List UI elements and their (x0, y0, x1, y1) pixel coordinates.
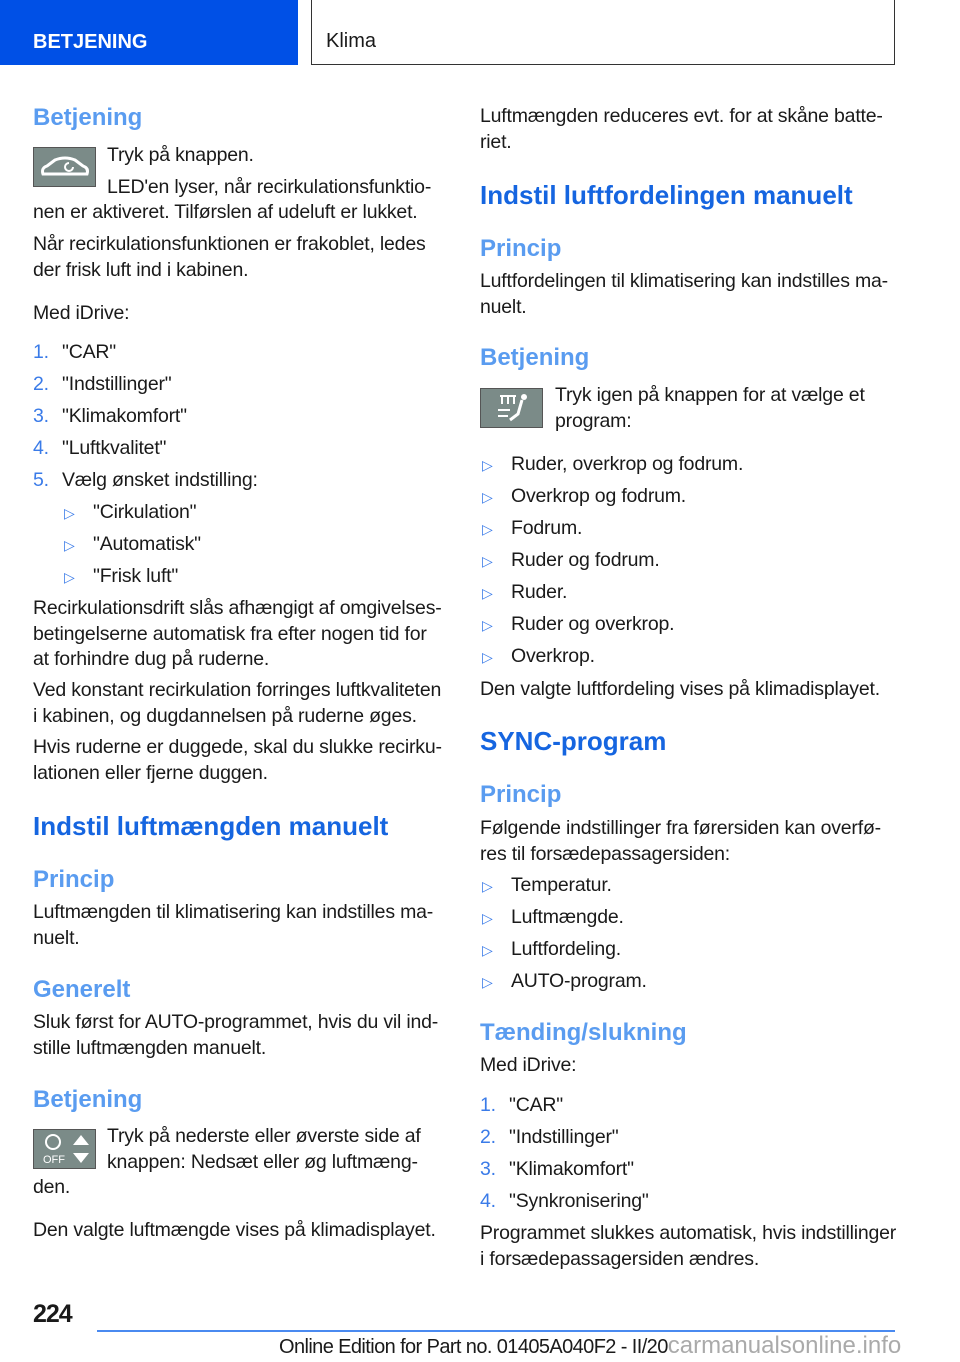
text: Den valgte luftfordeling vises på klimadisplayet. (480, 678, 880, 700)
step-text: "Indstillinger" (509, 1126, 619, 1148)
heading-betjening: Betjening (33, 104, 143, 131)
step-number: 1. (33, 341, 49, 363)
option-text: "Cirkulation" (93, 501, 197, 523)
text: Ved konstant recirkulation forringes luftkvaliteten i kabinen, og dugdannelsen på ruderne øges. (33, 679, 442, 727)
list-item (480, 452, 910, 479)
list-item (480, 548, 910, 575)
step-number: 5. (33, 469, 49, 491)
list-item (480, 612, 910, 639)
triangle-bullet-icon: ▷ (482, 649, 493, 665)
heading-betjening: Betjening (480, 344, 590, 371)
triangle-bullet-icon: ▷ (64, 569, 75, 585)
text: Tryk igen på knappen for at vælge et program: (555, 384, 865, 432)
list-item (62, 532, 201, 559)
step-text: Vælg ønsket indstilling: (62, 469, 258, 491)
list-item (480, 1189, 910, 1215)
list-item (33, 468, 453, 494)
step-text: "CAR" (62, 341, 117, 363)
step-number: 4. (480, 1190, 496, 1212)
heading-luftfordeling: Indstil luftfordelingen manuelt (480, 180, 853, 210)
heading-princip: Princip (480, 781, 562, 808)
triangle-bullet-icon: ▷ (482, 942, 493, 958)
list-item (480, 484, 910, 511)
step-number: 3. (480, 1158, 496, 1180)
recirculation-button-icon (33, 147, 96, 187)
text: Den valgte luftmængde vises på klimadisplayet. (33, 1219, 436, 1241)
list-item (33, 340, 453, 366)
step-text: "CAR" (509, 1094, 564, 1116)
step-text: "Indstillinger" (62, 373, 172, 395)
step-text: "Klimakomfort" (62, 405, 187, 427)
list-item (480, 1093, 910, 1119)
text: Luftmængden reduceres evt. for at skåne batte- riet. (480, 105, 883, 153)
step-number: 4. (33, 437, 49, 459)
list-item (480, 937, 910, 964)
heading-generelt: Generelt (33, 976, 131, 1003)
watermark: carmanualsonline.info (667, 1332, 902, 1359)
text: Luftfordelingen til klimatisering kan indstilles ma- nuelt. (480, 270, 888, 318)
triangle-bullet-icon: ▷ (64, 505, 75, 521)
heading-princip: Princip (33, 866, 115, 893)
list-item (33, 404, 453, 430)
program-text: Fodrum. (511, 517, 583, 539)
fan-off-label: OFF (42, 1154, 65, 1166)
text: Med iDrive: (33, 302, 130, 324)
section-tab: BETJENING (0, 0, 298, 65)
program-text: Ruder. (511, 581, 568, 603)
air-distribution-button-icon (480, 388, 543, 428)
text: nen er aktiveret. Tilførslen af udeluft er lukket. (33, 201, 418, 223)
text: Tryk på knappen. (107, 144, 254, 166)
text: Programmet slukkes automatisk, hvis indstillinger i forsædepassagersiden ændres. (480, 1222, 897, 1270)
heading-luftmaengde: Indstil luftmængden manuelt (33, 811, 389, 841)
list-item (480, 905, 910, 932)
triangle-bullet-icon: ▷ (482, 878, 493, 894)
heading-taending: Tænding/slukning (480, 1019, 687, 1046)
triangle-bullet-icon: ▷ (482, 489, 493, 505)
triangle-bullet-icon: ▷ (482, 553, 493, 569)
step-text: "Luftkvalitet" (62, 437, 167, 459)
sync-item-text: Luftfordeling. (511, 938, 621, 960)
program-text: Ruder, overkrop og fodrum. (511, 453, 744, 475)
text: Tryk på nederste eller øverste side af knappen: Nedsæt eller øg luftmæng- (107, 1125, 421, 1173)
list-item (480, 1125, 910, 1151)
list-item (480, 873, 910, 900)
step-number: 2. (33, 373, 49, 395)
text: Når recirkulationsfunktionen er frakoblet, ledes der frisk luft ind i kabinen. (33, 233, 426, 281)
list-item (480, 1157, 910, 1183)
list-item (480, 969, 910, 996)
triangle-bullet-icon: ▷ (482, 617, 493, 633)
program-text: Overkrop. (511, 645, 595, 667)
step-text: "Klimakomfort" (509, 1158, 634, 1180)
list-item (62, 500, 196, 527)
sync-item-text: AUTO-program. (511, 970, 647, 992)
list-item (480, 644, 910, 671)
triangle-bullet-icon: ▷ (482, 521, 493, 537)
list-item (62, 564, 178, 591)
text: Med iDrive: (480, 1054, 577, 1076)
footer-edition (279, 1332, 901, 1360)
step-number: 2. (480, 1126, 496, 1148)
sync-item-text: Temperatur. (511, 874, 612, 896)
text: Sluk først for AUTO-programmet, hvis du vil ind- stille luftmængden manuelt. (33, 1011, 439, 1059)
text: Recirkulationsdrift slås afhængigt af omgivelses- betingelserne automatisk fra efter nogen tid for at forhindre dug på ruderne. (33, 597, 442, 670)
page-number: 224 (33, 1300, 72, 1328)
triangle-bullet-icon: ▷ (482, 585, 493, 601)
triangle-bullet-icon: ▷ (482, 910, 493, 926)
heading-princip: Princip (480, 235, 562, 262)
step-number: 3. (33, 405, 49, 427)
program-text: Ruder og fodrum. (511, 549, 660, 571)
list-item (33, 436, 453, 462)
fan-speed-button-icon (33, 1129, 96, 1169)
option-text: "Automatisk" (93, 533, 201, 555)
text: LED'en lyser, når recirkulationsfunktio- (107, 176, 432, 198)
program-text: Overkrop og fodrum. (511, 485, 687, 507)
step-text: "Synkronisering" (509, 1190, 649, 1212)
triangle-bullet-icon: ▷ (482, 974, 493, 990)
list-item (480, 516, 910, 543)
edition-text: Online Edition for Part no. 01405A040F2 - II/20 (279, 1336, 668, 1358)
text: den. (33, 1176, 71, 1198)
chapter-title: Klima (311, 0, 895, 65)
heading-betjening: Betjening (33, 1086, 143, 1113)
sync-item-text: Luftmængde. (511, 906, 624, 928)
option-text: "Frisk luft" (93, 565, 179, 587)
triangle-bullet-icon: ▷ (482, 457, 493, 473)
list-item (33, 372, 453, 398)
text: Hvis ruderne er duggede, skal du slukke recirku- lationen eller fjerne duggen. (33, 736, 442, 784)
list-item (480, 580, 910, 607)
heading-sync: SYNC-program (480, 726, 667, 756)
text: Følgende indstillinger fra førersiden kan overfø- res til forsædepassagersiden: (480, 817, 881, 865)
triangle-bullet-icon: ▷ (64, 537, 75, 553)
step-number: 1. (480, 1094, 496, 1116)
text: Luftmængden til klimatisering kan indstilles ma- nuelt. (33, 901, 434, 949)
program-text: Ruder og overkrop. (511, 613, 675, 635)
